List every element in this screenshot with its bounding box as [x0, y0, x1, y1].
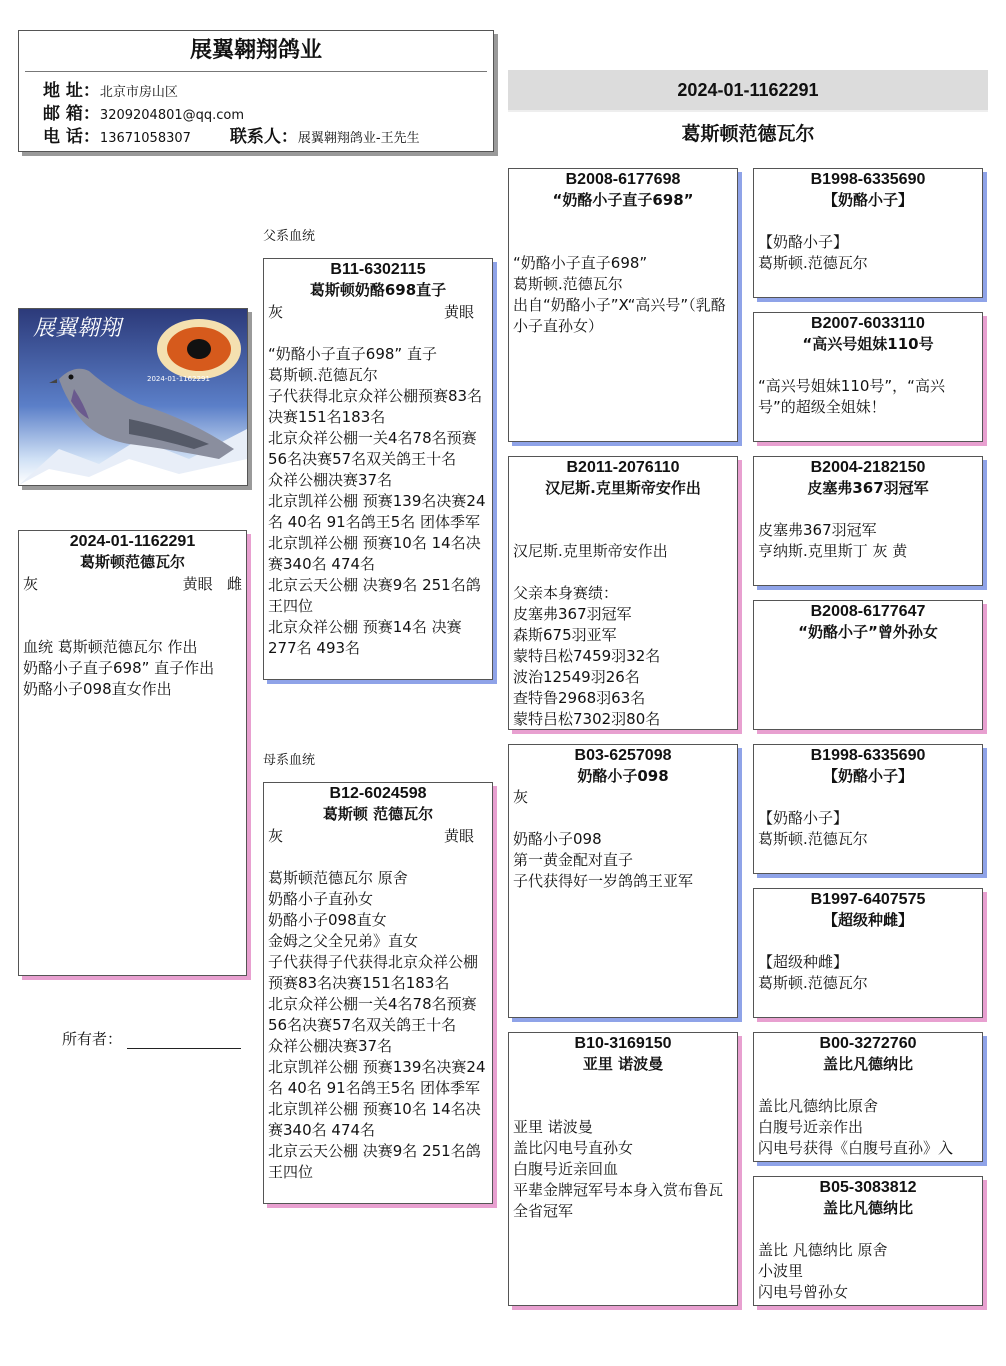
grandparent-card: [508, 168, 738, 442]
dam-line: 北京众祥公棚一关4名78名预赛56名决赛57名双关鸽王十名: [268, 995, 477, 1034]
gp-line: 盖比闪电号直孙女: [513, 1139, 634, 1157]
subject-eye: 黄眼: [182, 575, 213, 593]
subject-ring: 2024-01-1162291: [69, 533, 196, 550]
gp-line: 查特鲁2968羽63名: [513, 689, 646, 707]
gp-line: [513, 1075, 733, 1096]
ggp-line: 小波里: [758, 1262, 804, 1280]
gp-line: 皮塞弗367羽冠军: [513, 605, 632, 623]
ggp-lines: [754, 499, 982, 562]
dam-ring: B12-6024598: [329, 785, 427, 802]
subject-name: 葛斯顿范德瓦尔: [79, 553, 185, 571]
gp-line: 蒙特吕松7302羽80名: [513, 710, 661, 728]
gp-name: 亚里 诺波曼: [582, 1055, 664, 1073]
ggp-line: 葛斯顿.范德瓦尔: [758, 974, 868, 992]
address-label: 地 址：: [43, 81, 100, 101]
sire-name: 葛斯顿奶酪698直子: [309, 281, 447, 299]
ggp-line: [758, 211, 978, 232]
grandparent-card: [508, 1032, 738, 1306]
dam-line: 北京云天公棚 决赛9名 251名鸽王四位: [268, 1142, 481, 1181]
great-grandparent-card: [753, 600, 983, 730]
ggp-ring: B00-3272760: [819, 1035, 917, 1052]
sire-ring: B11-6302115: [330, 261, 426, 278]
gp-lines: [509, 1075, 737, 1222]
ggp-ring: B1998-6335690: [810, 747, 926, 764]
sire-lines: [264, 344, 492, 659]
gp-ring: B2011-2076110: [566, 459, 680, 476]
ggp-line: 盖比 凡德纳比 原舍: [758, 1241, 888, 1259]
ggp-line: [758, 787, 978, 808]
phone-value: 13671058307: [99, 131, 191, 146]
sire-line: 葛斯顿.范德瓦尔: [268, 366, 378, 384]
sire-line: 众祥公棚决赛37名: [268, 471, 393, 489]
sire-eye: 黄眼: [443, 303, 474, 321]
dam-line: 子代获得子代获得北京众祥公棚预赛83名决赛151名183名: [268, 953, 479, 992]
subject-card: [18, 530, 247, 976]
sire-line: 北京云天公棚 决赛9名 251名鸽王四位: [268, 576, 481, 615]
gp-line: 灰: [513, 788, 529, 806]
address-value: 北京市房山区: [99, 85, 178, 100]
gp-line: 蒙特吕松7459羽32名: [513, 647, 661, 665]
sire-line: 北京众祥公棚 预赛14名 决赛277名 493名: [268, 618, 462, 657]
pigeon-photo: [18, 308, 248, 486]
gp-line: 波治12549羽26名: [513, 668, 640, 686]
ggp-name: 【超级种雌】: [822, 911, 913, 929]
great-grandparent-card: [753, 744, 983, 874]
gp-line: [513, 499, 733, 520]
ggp-line: 【奶酪小子】: [758, 233, 849, 251]
dam-lines: [264, 868, 492, 1183]
contact-value: 展翼翱翔鸽业-王先生: [297, 131, 420, 146]
ggp-line: “高兴号姐妹110号”，“高兴号”的超级全姐妹！: [758, 377, 945, 416]
owner-blank[interactable]: [127, 1034, 241, 1049]
email-label: 邮 箱：: [43, 104, 100, 124]
great-grandparent-card: [753, 1032, 983, 1162]
dam-name: 葛斯顿 范德瓦尔: [322, 805, 434, 823]
great-grandparent-card: [753, 888, 983, 1018]
breeder-title: 展翼翱翔鸽业: [189, 38, 322, 63]
grandparent-card: [508, 456, 738, 730]
ggp-line: 白腹号近亲作出: [758, 1118, 864, 1136]
ggp-name: 皮塞弗367羽冠军: [807, 479, 929, 497]
ggp-line: [758, 931, 978, 952]
ggp-lines: [754, 211, 982, 274]
ggp-line: 【超级种雌】: [758, 953, 849, 971]
gp-line: 汉尼斯.克里斯帝安作出: [513, 542, 668, 560]
ggp-line: 闪电号曾孙女: [758, 1283, 849, 1301]
gp-line: 葛斯顿.范德瓦尔: [513, 275, 623, 293]
gp-line: 第一黄金配对直子: [513, 851, 634, 869]
contact-label: 联系人：: [229, 127, 298, 147]
dam-line: 北京凯祥公棚 预赛139名决赛24名 40名 91名鸽王5名 团体季军: [268, 1058, 486, 1097]
gp-ring: B03-6257098: [574, 747, 672, 764]
ggp-name: 盖比凡德纳比: [822, 1199, 913, 1217]
ggp-line: [758, 1075, 978, 1096]
gp-line: 出自“奶酪小子”X“高兴号”（乳酪小子直孙女）: [513, 296, 726, 335]
ggp-line: 亨纳斯.克里斯丁 灰 黄: [758, 542, 908, 560]
gp-line: 平辈金牌冠军号本身入赏布鲁瓦全省冠军: [513, 1181, 724, 1220]
gp-line: 父亲本身赛绩：: [513, 584, 619, 602]
owner-field: [62, 1028, 241, 1049]
ggp-line: 盖比凡德纳比原舍: [758, 1097, 879, 1115]
ggp-line: 闪电号获得《白腹号直孙》入: [758, 1139, 954, 1157]
photo-overlay-ring: 2024-01-1162291: [147, 375, 210, 383]
subject-ring-banner: [508, 70, 988, 112]
subject-line: 奶酪小子直子698” 直子作出: [23, 659, 215, 677]
dam-color: 灰: [268, 827, 284, 845]
gp-lines: [509, 787, 737, 892]
ggp-name: “奶酪小子”曾外孙女: [798, 623, 938, 641]
banner-ring: 2024-01-1162291: [677, 80, 819, 100]
ggp-line: [758, 499, 978, 520]
gp-line: “奶酪小子直子698”: [513, 254, 648, 272]
ggp-line: [758, 1219, 978, 1240]
ggp-lines: [754, 643, 982, 730]
ggp-line: 葛斯顿.范德瓦尔: [758, 254, 868, 272]
sire-line: 北京众祥公棚一关4名78名预赛56名决赛57名双关鸽王十名: [268, 429, 477, 468]
dam-line: 奶酪小子直孙女: [268, 890, 374, 908]
subject-sex: 雌: [226, 575, 242, 593]
great-grandparent-card: [753, 312, 983, 442]
sire-line: “奶酪小子直子698” 直子: [268, 345, 437, 363]
gp-lines: [509, 499, 737, 730]
subject-color: 灰: [23, 575, 39, 593]
great-grandparent-card: [753, 168, 983, 298]
ggp-name: 盖比凡德纳比: [822, 1055, 913, 1073]
sire-line: 子代获得北京众祥公棚预赛83名决赛151名183名: [268, 387, 483, 426]
banner-name: 葛斯顿范德瓦尔: [681, 123, 815, 145]
grandparent-card: [508, 744, 738, 1018]
owner-label: 所有者：: [62, 1030, 123, 1048]
gp-ring: B10-3169150: [574, 1035, 672, 1052]
gp-line: [513, 520, 733, 541]
dam-line: 奶酪小子098直女: [268, 911, 387, 929]
ggp-lines: [754, 1219, 982, 1303]
gp-name: 汉尼斯.克里斯帝安作出: [545, 479, 701, 497]
photo-overlay-title: 展翼翱翔: [33, 316, 122, 341]
great-grandparent-card: [753, 1176, 983, 1306]
gp-lines: [509, 211, 737, 337]
dam-meta: [264, 825, 492, 847]
ggp-line: 葛斯顿.范德瓦尔: [758, 830, 868, 848]
gp-ring: B2008-6177698: [565, 171, 681, 188]
ggp-line: 皮塞弗367羽冠军: [758, 521, 877, 539]
ggp-ring: B2007-6033110: [811, 315, 925, 332]
ggp-line: 【奶酪小子】: [758, 809, 849, 827]
sire-line: 北京凯祥公棚 预赛139名决赛24名 40名 91名鸽王5名 团体季军: [268, 492, 486, 531]
subject-meta: [19, 573, 246, 595]
ggp-ring: B2008-6177647: [810, 603, 926, 620]
dam-eye: 黄眼: [443, 827, 474, 845]
sire-card: [263, 258, 493, 680]
dam-line: 金姆之父全兄弟》直女: [268, 932, 419, 950]
dam-section-label: 母系血统: [263, 753, 316, 768]
sire-line: 北京凯祥公棚 预赛10名 14名决赛340名 474名: [268, 534, 481, 573]
email-value: 3209204801@qq.com: [99, 108, 245, 123]
sire-section-label: 父系血统: [263, 229, 316, 244]
gp-line: 白腹号近亲回血: [513, 1160, 619, 1178]
gp-line: [513, 211, 733, 232]
gp-line: [513, 232, 733, 253]
ggp-lines: [754, 355, 982, 418]
gp-name: 奶酪小子098: [577, 767, 669, 785]
ggp-ring: B05-3083812: [819, 1179, 917, 1196]
gp-name: “奶酪小子直子698”: [552, 191, 694, 209]
gp-line: 亚里 诺波曼: [513, 1118, 593, 1136]
ggp-name: 【奶酪小子】: [822, 191, 913, 209]
ggp-line: [758, 355, 978, 376]
subject-line: 奶酪小子098直女作出: [23, 680, 172, 698]
ggp-lines: [754, 787, 982, 850]
great-grandparent-card: [753, 456, 983, 586]
ggp-ring: B1998-6335690: [810, 171, 926, 188]
ggp-name: 【奶酪小子】: [822, 767, 913, 785]
gp-line: [513, 808, 733, 829]
dam-line: 北京凯祥公棚 预赛10名 14名决赛340名 474名: [268, 1100, 481, 1139]
ggp-line: [758, 685, 978, 706]
ggp-ring: B2004-2182150: [810, 459, 926, 476]
gp-line: 森斯675羽亚军: [513, 626, 617, 644]
phone-label: 电 话：: [43, 127, 100, 147]
sire-meta: [264, 301, 492, 323]
ggp-lines: [754, 1075, 982, 1159]
ggp-ring: B1997-6407575: [810, 891, 926, 908]
dam-line: 葛斯顿范德瓦尔 原舍: [268, 869, 408, 887]
breeder-header: [18, 30, 494, 152]
sire-color: 灰: [268, 303, 284, 321]
ggp-name: “高兴号姐妹110号: [802, 335, 934, 353]
dam-line: 众祥公棚决赛37名: [268, 1037, 393, 1055]
gp-line: [513, 562, 733, 583]
ggp-lines: [754, 931, 982, 994]
subject-line: 血统 葛斯顿范德瓦尔 作出: [23, 638, 198, 656]
gp-line: [513, 1096, 733, 1117]
gp-line: 子代获得好一岁鸽鸽王亚军: [513, 872, 694, 890]
dam-card: [263, 782, 493, 1204]
gp-line: 奶酪小子098: [513, 830, 602, 848]
